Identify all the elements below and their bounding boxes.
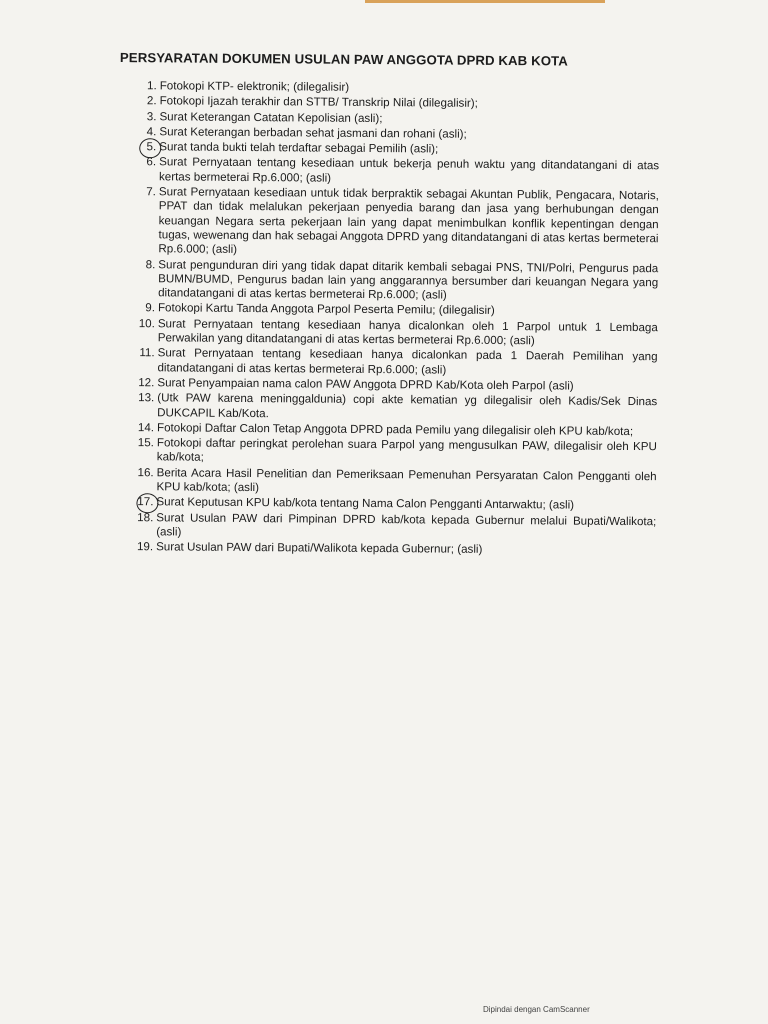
item-text: Berita Acara Hasil Penelitian dan Pemeriksaan Pemenuhan Persyaratan Calon Pengganti oleh KPU kab/kota; (asli) (156, 466, 657, 495)
item-text: (Utk PAW karena meninggaldunia) copi akte kematian yg dilegalisir oleh Kadis/Sek Dinas DUKCAPIL Kab/Kota. (157, 391, 658, 420)
requirement-item (117, 436, 657, 469)
item-text: Surat Pernyataan kesediaan untuk tidak berpraktik sebagai Akuntan Publik, Pengacara, Notaris, PPAT dan tidak melalukan pekerjaan penyedia barang dan jasa yang berhubungan dengan keuangan Negara serta pekerjaan lain yang dapat menimbulkan konflik kepentingan dengan tugas, wewenang dan hak sebagai Anggota DPRD yang ditandatangani di atas kertas bermeterai Rp.6.000; (asli) (158, 185, 659, 257)
item-number: 2. (146, 94, 157, 108)
requirement-item (118, 317, 658, 350)
requirements-list (116, 79, 660, 559)
requirement-item (117, 346, 657, 379)
item-text: Fotokopi Daftar Calon Tetap Anggota DPRD pada Pemilu yang dilegalisir oleh KPU kab/kota; (156, 421, 634, 438)
item-text: Fotokopi KTP- elektronik; (dilegalisir) (159, 79, 350, 94)
item-number: 9. (145, 301, 156, 315)
item-number: 3. (146, 109, 157, 123)
item-number: 8. (145, 257, 156, 271)
requirement-item (117, 391, 657, 424)
item-text: Surat Keterangan berbadan sehat jasmani dan rohani (asli); (159, 125, 467, 141)
item-number: 10. (138, 316, 155, 331)
item-text: Surat Pernyataan tentang kesediaan untuk bekerja penuh waktu yang ditandatangani di atas kertas bermeterai Rp.6.000; (asli) (158, 155, 660, 185)
requirement-item (116, 540, 656, 559)
item-number: 4. (146, 125, 157, 139)
document-page (116, 50, 660, 560)
requirement-item (118, 258, 658, 305)
item-number: 16. (137, 465, 154, 479)
document-title: PERSYARATAN DOKUMEN USULAN PAW ANGGOTA DPRD KAB KOTA (119, 50, 568, 69)
circled-item-number: 17. (116, 495, 156, 510)
top-edge-line (365, 0, 605, 3)
requirement-item (118, 185, 659, 261)
item-number: 12. (138, 376, 155, 390)
item-text: Fotokopi Ijazah terakhir dan STTB/ Transkrip Nilai (dilegalisir); (159, 94, 478, 111)
requirement-item (119, 155, 659, 188)
item-number: 6. (146, 155, 157, 169)
item-number: 14. (137, 420, 155, 435)
item-text: Surat Usulan PAW dari Bupati/Walikota kepada Gubernur; (asli) (156, 540, 483, 557)
item-text: Surat Keputusan KPU kab/kota tentang Nama Calon Pengganti Antarwaktu; (asli) (156, 495, 575, 512)
item-number: 11. (139, 346, 155, 360)
item-text: Surat Pernyataan tentang kesediaan hanya dicalonkan pada 1 Daerah Pemilihan yang ditandatangani di atas kertas bermeterai Rp.6.000; (asli) (157, 346, 658, 377)
item-number: 13. (138, 391, 155, 405)
item-text: Surat tanda bukti telah terdaftar sebagai Pemilih (asli); (159, 140, 439, 156)
item-number: 19. (136, 540, 154, 554)
item-text: Surat Keterangan Catatan Kepolisian (asli); (159, 109, 383, 125)
item-text: Fotokopi daftar peringkat perolehan suara Parpol yang mengusulkan PAW, dilegalisir oleh KPU kab/kota; (156, 436, 657, 465)
item-number: 18. (137, 510, 154, 524)
requirement-item (117, 466, 657, 499)
item-number: 7. (146, 185, 156, 199)
item-number: 1. (146, 79, 157, 93)
requirement-item (116, 511, 656, 544)
item-text: Surat pengunduran diri yang tidak dapat ditarik kembali sebagai PNS, TNI/Polri, Pengurus pada BUMN/BUMD, Pengurus badan lain yang anggarannya bersumber dari keuangan Negara yang ditandatangani di atas kertas bermeterai Rp.6.000; (asli) (158, 257, 659, 302)
item-number: 15. (137, 436, 154, 450)
item-text: Surat Pernyataan tentang kesediaan hanya dicalonkan oleh 1 Parpol untuk 1 Lembaga Perwakilan yang ditandatangani di atas kertas bermeterai Rp.6.000; (asli) (157, 317, 658, 348)
circled-item-number: 5. (119, 140, 159, 155)
scanner-footer: Dipindai dengan CamScanner (483, 1005, 590, 1014)
item-text: Fotokopi Kartu Tanda Anggota Parpol Peserta Pemilu; (dilegalisir) (157, 301, 495, 318)
item-text: Surat Usulan PAW dari Pimpinan DPRD kab/kota kepada Gubernur melalui Bupati/Walikota; (asli) (156, 510, 657, 539)
item-text: Surat Penyampaian nama calon PAW Anggota DPRD Kab/Kota oleh Parpol (asli) (157, 376, 574, 393)
